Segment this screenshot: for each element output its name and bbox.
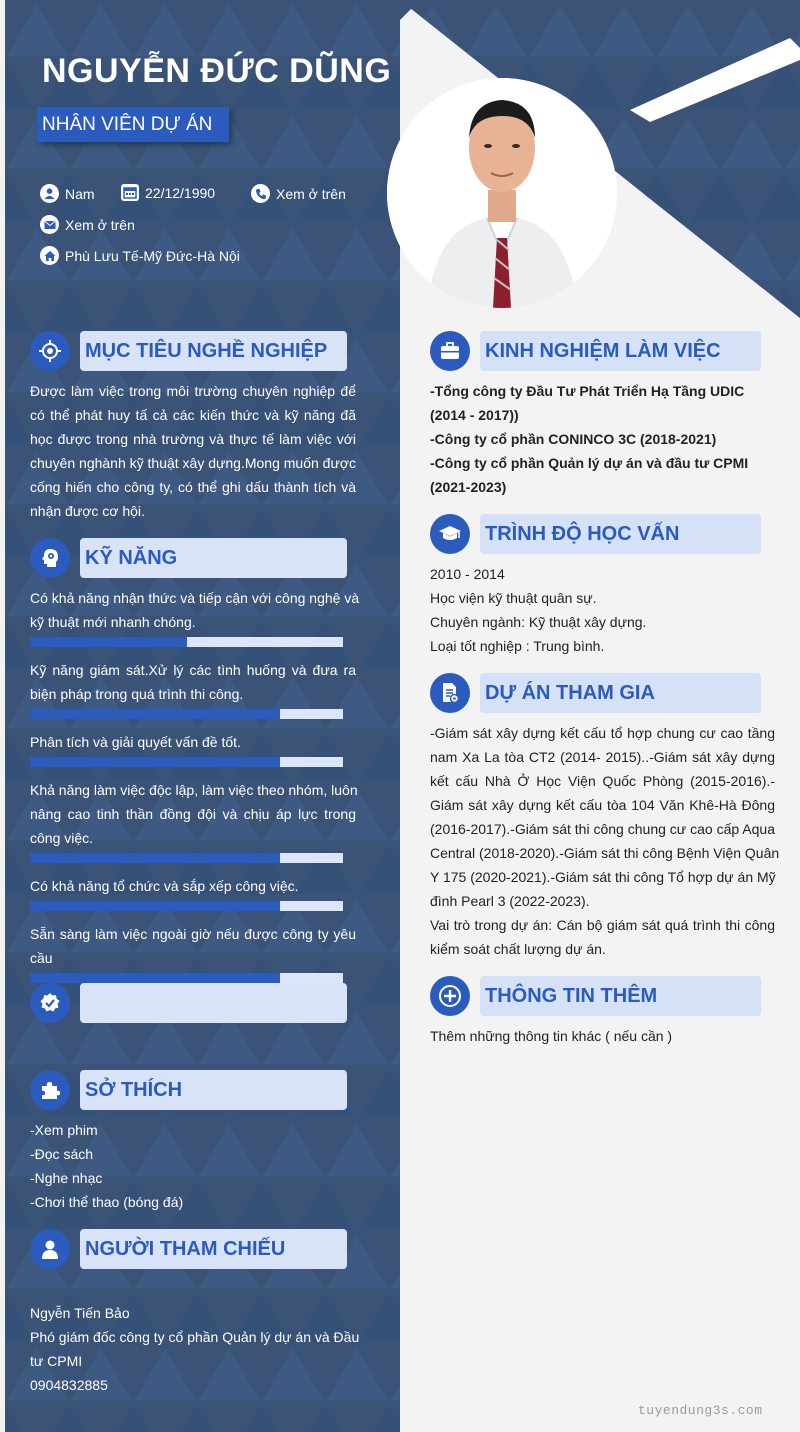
skill-level-fill xyxy=(30,637,187,647)
gender-value: Nam xyxy=(65,185,95,202)
text-line: -Chơi thể thao (bóng đá) xyxy=(30,1194,184,1210)
gender-info xyxy=(40,184,95,203)
references-text xyxy=(30,1301,359,1397)
plus-circle-icon xyxy=(430,976,470,1016)
skill-line: kỹ thuật mới nhanh chóng. xyxy=(30,614,196,630)
text-line: Được làm việc trong môi trường chuyên nghiệp để xyxy=(30,383,356,399)
skill-level-bar xyxy=(30,853,343,863)
text-line: Central (2018-2020).-Giám sát thi công Bệnh Viện Quân xyxy=(430,845,780,861)
skill-text xyxy=(30,730,356,754)
person-icon xyxy=(30,1229,70,1269)
skill-text xyxy=(30,874,356,898)
text-line: học được trong nhà trường và thực tế làm việc với xyxy=(30,431,356,447)
skill-level-fill xyxy=(30,757,280,767)
text-line: nam Xa La tòa CT2 (2014- 2015)..-Giám sát xây dựng xyxy=(430,749,775,765)
text-line: Ngyễn Tiến Bảo xyxy=(30,1305,130,1321)
hobbies-list xyxy=(30,1118,183,1214)
text-line: có thể phát huy tấ cả các kiến thức và kỹ năng đã xyxy=(30,407,356,423)
references-title: NGƯỜI THAM CHIẾU xyxy=(80,1229,347,1269)
extra-header xyxy=(430,976,761,1016)
user-icon xyxy=(40,184,59,203)
text-line: -Nghe nhạc xyxy=(30,1170,103,1186)
text-line: -Tổng công ty Đầu Tư Phát Triển Hạ Tầng UDIC xyxy=(430,383,745,399)
text-line: -Giám sát xây dựng kết cấu tổ hợp chung cư cao tầng xyxy=(430,725,775,741)
text-line: (2021-2023) xyxy=(430,479,507,495)
education-header xyxy=(430,514,761,554)
phone-info xyxy=(251,184,346,203)
skill-text xyxy=(30,922,356,970)
phone-value: Xem ở trên xyxy=(276,185,346,202)
birthday-value: 22/12/1990 xyxy=(145,184,216,201)
skill-level-fill xyxy=(30,853,280,863)
briefcase-icon xyxy=(430,331,470,371)
text-line: 2010 - 2014 xyxy=(430,566,505,582)
empty-section-header xyxy=(30,983,347,1023)
experience-header xyxy=(430,331,761,371)
skill-level-bar xyxy=(30,901,343,911)
references-header xyxy=(30,1229,347,1269)
hobbies-title: SỞ THÍCH xyxy=(80,1070,347,1110)
skill-level-fill xyxy=(30,709,280,719)
skill-line: Có khả năng tổ chức và sắp xếp công việc. xyxy=(30,878,299,894)
job-title: NHÂN VIÊN DỰ ÁN xyxy=(37,107,229,142)
skills-title: KỸ NĂNG xyxy=(80,538,347,578)
skill-line: Có khả năng nhận thức và tiếp cận với công nghệ và xyxy=(30,590,360,606)
skill-level-bar xyxy=(30,757,343,767)
mail-icon xyxy=(40,215,59,234)
empty-section-title xyxy=(80,983,347,1023)
extra-title: THÔNG TIN THÊM xyxy=(480,976,761,1016)
text-line: kết cấu Nhà Ở Học Viện Quốc Phòng (2015-2016).- xyxy=(430,773,775,789)
text-line: Y 175 (2020-2021).-Giám sát thi công Tổ hợp dự án Mỹ xyxy=(430,869,776,885)
puzzle-icon xyxy=(30,1070,70,1110)
brain-icon xyxy=(30,538,70,578)
text-line: Phó giám đốc công ty cổ phần Quản lý dự án và Đầu xyxy=(30,1329,360,1345)
email-info xyxy=(40,215,135,234)
projects-text xyxy=(430,721,780,961)
skills-header xyxy=(30,538,347,578)
experience-title: KINH NGHIỆM LÀM VIỆC xyxy=(480,331,761,371)
home-icon xyxy=(40,246,59,265)
profile-photo xyxy=(387,78,617,308)
calendar-icon xyxy=(121,184,139,201)
objective-text xyxy=(30,379,356,523)
address-value: Phù Lưu Tế-Mỹ Đức-Hà Nội xyxy=(65,247,240,264)
text-line: -Đọc sách xyxy=(30,1146,94,1162)
skill-line: Phân tích và giải quyết vấn đề tốt. xyxy=(30,734,241,750)
text-line: Loại tốt nghiệp : Trung bình. xyxy=(430,638,605,654)
skill-line: Khả năng làm việc độc lập, làm việc theo nhóm, luôn xyxy=(30,782,358,798)
text-line: tư CPMI xyxy=(30,1353,83,1369)
text-line: (2016-2017).-Giám sát thi công chung cư cao cấp Aqua xyxy=(430,821,775,837)
text-line: 0904832885 xyxy=(30,1377,108,1393)
skill-line: Kỹ năng giám sát.Xử lý các tình huống và đưa ra xyxy=(30,662,356,678)
text-line: Vai trò trong dự án: Cán bộ giám sát quá trình thi công xyxy=(430,917,775,933)
document-gear-icon xyxy=(430,673,470,713)
education-title: TRÌNH ĐỘ HỌC VẤN xyxy=(480,514,761,554)
skill-text xyxy=(30,658,356,706)
candidate-name: NGUYỄN ĐỨC DŨNG xyxy=(42,52,392,90)
skill-line: biện pháp trong quá trình thi công. xyxy=(30,686,244,702)
text-line: -Xem phim xyxy=(30,1122,98,1138)
projects-title: DỰ ÁN THAM GIA xyxy=(480,673,761,713)
extra-text: Thêm những thông tin khác ( nếu cần ) xyxy=(430,1028,673,1044)
email-value: Xem ở trên xyxy=(65,216,135,233)
objective-header xyxy=(30,331,347,371)
objective-title: MỤC TIÊU NGHỀ NGHIỆP xyxy=(80,331,347,371)
address-info xyxy=(40,246,240,265)
text-line: -Công ty cổ phần CONINCO 3C (2018-2021) xyxy=(430,431,717,447)
text-line: cống hiến cho công ty, có thể ghi dấu thành tích và xyxy=(30,479,356,495)
text-line: nhận được cơ hội. xyxy=(30,503,145,519)
skill-level-bar xyxy=(30,637,343,647)
text-line: Giám sát xây dựng kết cấu tòa 104 Văn Khê-Hà Đông xyxy=(430,797,775,813)
skill-line: Sẵn sàng làm việc ngoài giờ nếu được công ty yêu xyxy=(30,926,356,942)
skill-text xyxy=(30,778,356,850)
portrait-image xyxy=(387,78,617,308)
text-line: Chuyên ngành: Kỹ thuật xây dựng. xyxy=(430,614,647,630)
education-text xyxy=(430,562,646,658)
hobbies-header xyxy=(30,1070,347,1110)
skill-level-bar xyxy=(30,973,343,983)
skill-line: cầu xyxy=(30,950,53,966)
target-icon xyxy=(30,331,70,371)
skill-text xyxy=(30,586,360,634)
skill-level-bar xyxy=(30,709,343,719)
text-line: -Công ty cổ phần Quản lý dự án và đầu tư CPMI xyxy=(430,455,749,471)
badge-check-icon xyxy=(30,983,70,1023)
graduation-cap-icon xyxy=(430,514,470,554)
projects-header xyxy=(430,673,761,713)
text-line: Học viện kỹ thuật quân sự. xyxy=(430,590,597,606)
skill-line: nâng cao tinh thần đồng đội và chịu áp lực trong xyxy=(30,806,356,822)
birthday-info xyxy=(121,184,215,201)
text-line: kiểm soát chất lượng dự án. xyxy=(430,941,606,957)
skill-line: công việc. xyxy=(30,830,94,846)
experience-text xyxy=(430,379,760,499)
text-line: (2014 - 2017)) xyxy=(430,407,519,423)
watermark: tuyendung3s.com xyxy=(638,1403,763,1418)
text-line: đình Pearl 3 (2022-2023). xyxy=(430,893,590,909)
phone-icon xyxy=(251,184,270,203)
text-line: chuyên nghành kỹ thuật xây dựng.Mong muốn được xyxy=(30,455,357,471)
skill-level-fill xyxy=(30,901,280,911)
skill-level-fill xyxy=(30,973,280,983)
